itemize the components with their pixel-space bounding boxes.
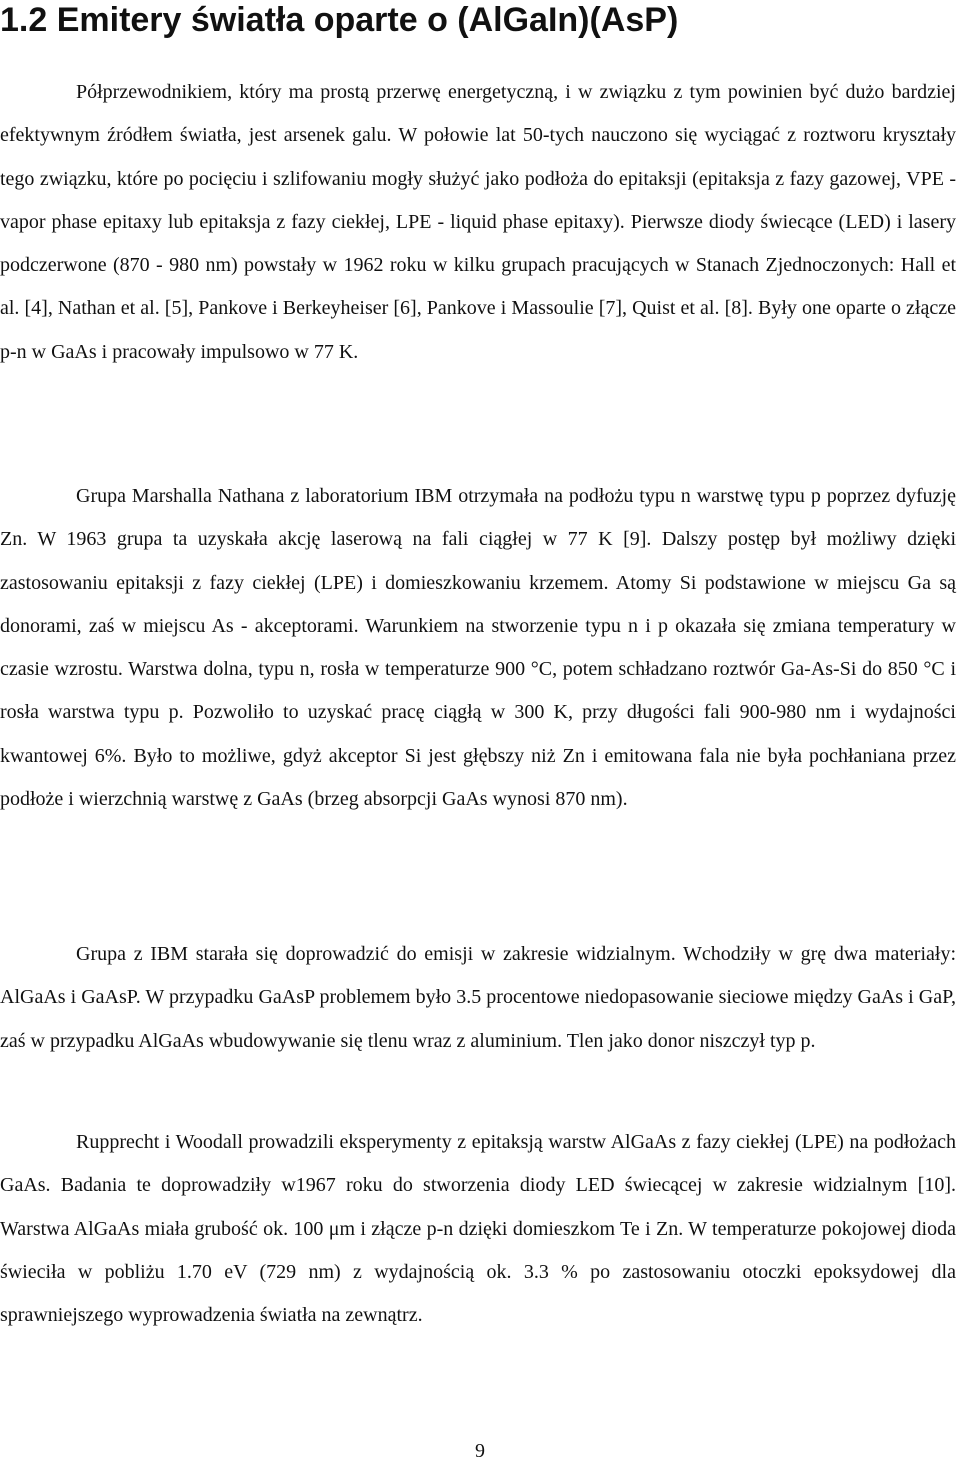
paragraph-gaas-history: Półprzewodnikiem, który ma prostą przerwę energetyczną, i w związku z tym powinien być dużo bardziej efektywnym źródłem światła, jest arsenek galu. W połowie lat 50-tych nauczono się wyciągać z roztworu kryształy tego związku, które po pocięciu i szlifowaniu mogły służyć jako podłoża do epitaksji (epitaksja z fazy gazowej, VPE - vapor phase epitaxy lub epitaksja z fazy ciekłej, LPE - liquid phase epitaxy). Pierwsze diody świecące (LED) i lasery podczerwone (870 - 980 nm) powstały w 1962 roku w kilku grupach pracujących w Stanach Zjednoczonych: Hall et al. [4], Nathan et al. [5], Pankove i Berkeyheiser [6], Pankove i Massoulie [7], Quist et al. [8]. Były one oparte o złącze p-n w GaAs i pracowały impulsowo w 77 K. [0, 81, 956, 363]
page-number: 9 [475, 1440, 485, 1462]
section-heading: 1.2 Emitery światła oparte o (AlGaIn)(AsP) [0, 1, 679, 39]
paragraph-visible-emission: Grupa z IBM starała się doprowadzić do emisji w zakresie widzialnym. Wchodziły w grę dwa materiały: AlGaAs i GaAsP. W przypadku GaAsP problemem było 3.5 procentowe niedopasowanie sieciowe między GaAs i GaP, zaś w przypadku AlGaAs wbudowywanie się tlenu wraz z aluminium. Tlen jako donor niszczył typ p. [0, 943, 956, 1052]
paragraph-rupprecht-woodall: Rupprecht i Woodall prowadzili eksperymenty z epitaksją warstw AlGaAs z fazy ciekłej (LPE) na podłożach GaAs. Badania te doprowadziły w1967 roku do stworzenia diody LED świecącej w zakresie widzialnym [10]. Warstwa AlGaAs miała grubość ok. 100 μm i złącze p-n dzięki domieszkom Te i Zn. W temperaturze pokojowej dioda świeciła w pobliżu 1.70 eV (729 nm) z wydajnością ok. 3.3 % po zastosowaniu otoczki epoksydowej dla sprawniejszego wyprowadzenia światła na zewnątrz. [0, 1131, 956, 1327]
paragraph-ibm-nathan-group: Grupa Marshalla Nathana z laboratorium IBM otrzymała na podłożu typu n warstwę typu p poprzez dyfuzję Zn. W 1963 grupa ta uzyskała akcję laserową na fali ciągłej w 77 K [9]. Dalszy postęp był możliwy dzięki zastosowaniu epitaksji z fazy ciekłej (LPE) i domieszkowaniu krzemem. Atomy Si podstawione w miejscu Ga są donorami, zaś w miejscu As - akceptorami. Warunkiem na stworzenie typu n i p okazała się zmiana temperatury w czasie wzrostu. Warstwa dolna, typu n, rosła w temperaturze 900 °C, potem schładzano roztwór Ga-As-Si do 850 °C i rosła warstwa typu p. Pozwoliło to uzyskać pracę ciągłą w 300 K, przy długości fali 900-980 nm i wydajności kwantowej 6%. Było to możliwe, gdyż akceptor Si jest głębszy niż Zn i emitowana fala nie była pochłaniana przez podłoże i wierzchnią warstwę z GaAs (brzeg absorpcji GaAs wynosi 870 nm). [0, 485, 956, 811]
